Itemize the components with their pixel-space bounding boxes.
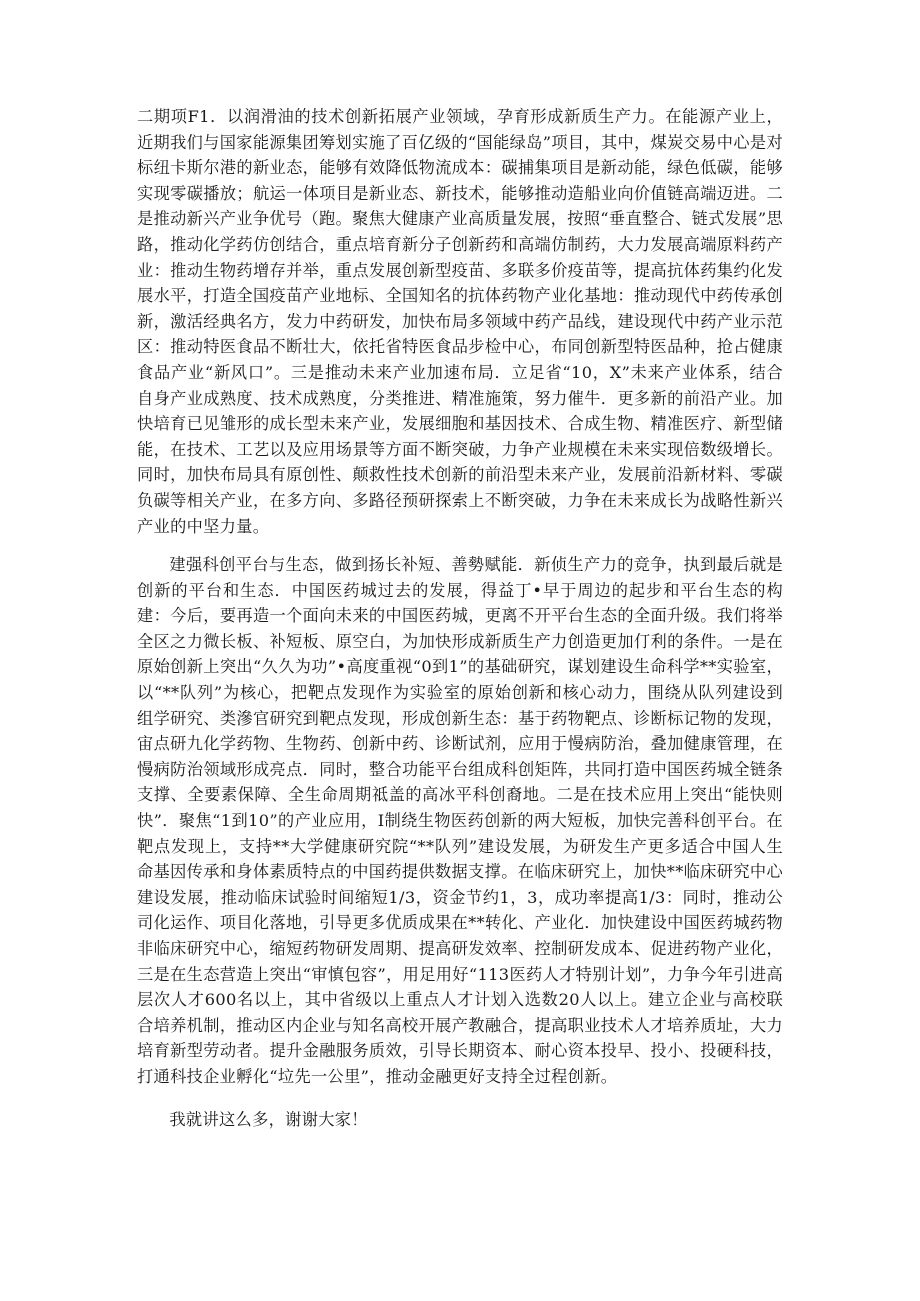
paragraph-closing-remarks: 我就讲这么多，谢谢大家！ [169, 1109, 368, 1129]
paragraph-innovation-platform: 建强科创平台与生态，做到扬长补短、善勢赋能．新侦生产力的竞争，执到最后就是创新的平台和生态．中国医药城过去的发展，得益丁•早于周边的起步和平台生态的构建：今后，要再造一个面向未来的中国医药城，更离不开平台生态的全面升级。我们将举全区之力微长板、补短板、原空白，为加快形成新质生产力创造更加仃利的条件。一是在原始创新上突出“久久为功”•高度重视“0到1”的基础研究，谋划建设生命科学**实验室，以“**队列”为核心，把靶点发现作为实验室的原始创新和核心动力，围绕从队列建设到组学研究、类滲官研究到靶点发现，形成创新生态：基于药物靶点、诊断标记物的发现，宙点研九化学药物、生物药、创新中药、诊断试剂，应用于慢病防治，叠加健康管理，在慢病防治领域形成亮点．同时，整合功能平台组成科创矩阵，共同打造中国医药城全链条支撑、全要素保障、全生命周期祗盖的高冰平科创裔地。二是在技术应用上突出“能快则快”．聚焦“1到10”的产业应用，I制绕生物医药创新的两大短板，加快完善科创平台。在靶点发现上，支持**大学健康研究院“**队列”建设发展，为研发生产更多适合中国人生命基因传承和身体素质特点的中国药提供数据支撑。在临床研究上，加快**临床研究中心建设发展，推动临床试验时间缩短1/3，资金节约1，3，成功率提高1/3：同时，推动公司化运作、项目化落地，引导更多优质成果在**转化、产业化．加快建设中国医药城药物非临床研究中心，缩短药物研发周期、提高研发效率、控制研发成本、促进药物产业化，三是在生态营造上突出“审慎包容”，用足用好“113医药人才特别计划”，力争今年引进高层次人才600名以上，其中省级以上重点人才计划入选数20人以上。建立企业与高校联合培养机制，推动区内企业与知名高校开展产教融合，提高职业技术人才培养质址，大力培育新型劳动者。提升金融服务质效，引导长期资本、耐心资本投早、投小、投硬科技，打通科技企业孵化“垃先一公里”，推动金融更好支持全过程创新。 [137, 555, 783, 1086]
paragraph-industry-development: 二期项F1．以润滑油的技术创新拓展产业领域，孕育形成新质生产力。在能源产业上，近期我们与国家能源集团筹划实施了百亿级的“国能绿岛”项目，其中，煤炭交易中心是对标纽卡斯尔港的新业态，能够有效降低物流成本：碳捕集项目是新动能，绿色低碳，能够实现零碳播放；航运一体项目是新业态、新技术，能够推动造船业向价值链高端迈进。二是推动新兴产业争优号（跑。聚焦大健康产业高质量发展，按照“垂直整合、链式发展”思路，推动化学药仿创结合，重点培育新分子创新药和高端仿制药，大力发展高端原料药产业：推动生物药增存并举，重点发展创新型疫苗、多联多价疫苗等，提高抗体药集约化发展水平，打造全国疫苗产业地标、全国知名的抗体药物产业化基地：推动现代中药传承创新，激活经典名方，发力中药研发，加快布局多领域中药产品线，建设现代中药产业示范区：推动特医食品不断壮大，依托省特医食品步检中心，布同创新型特医品种，抢占健康食品产业“新风口”。三是推动未来产业加速布局．立足省“10，X”未来产业体系，结合自身产业成熟度、技术成熟度，分类推进、精准施策，努力催牛．更多新的前沿产业。加快培育已见雏形的成长型未来产业，发展细胞和基因技术、合成生物、精准医疗、新型储能，在技术、工艺以及应用场景等方面不断突破，力争产业规模在未来实现倍数级增长。同时，加快布局具有原创性、颠救性技术创新的前沿型未来产业，发展前沿新材料、零碳负碳等相关产业，在多方向、多路径预研探索上不断突破，力争在未来成长为战略性新兴产业的中坚力量。 [137, 107, 783, 536]
